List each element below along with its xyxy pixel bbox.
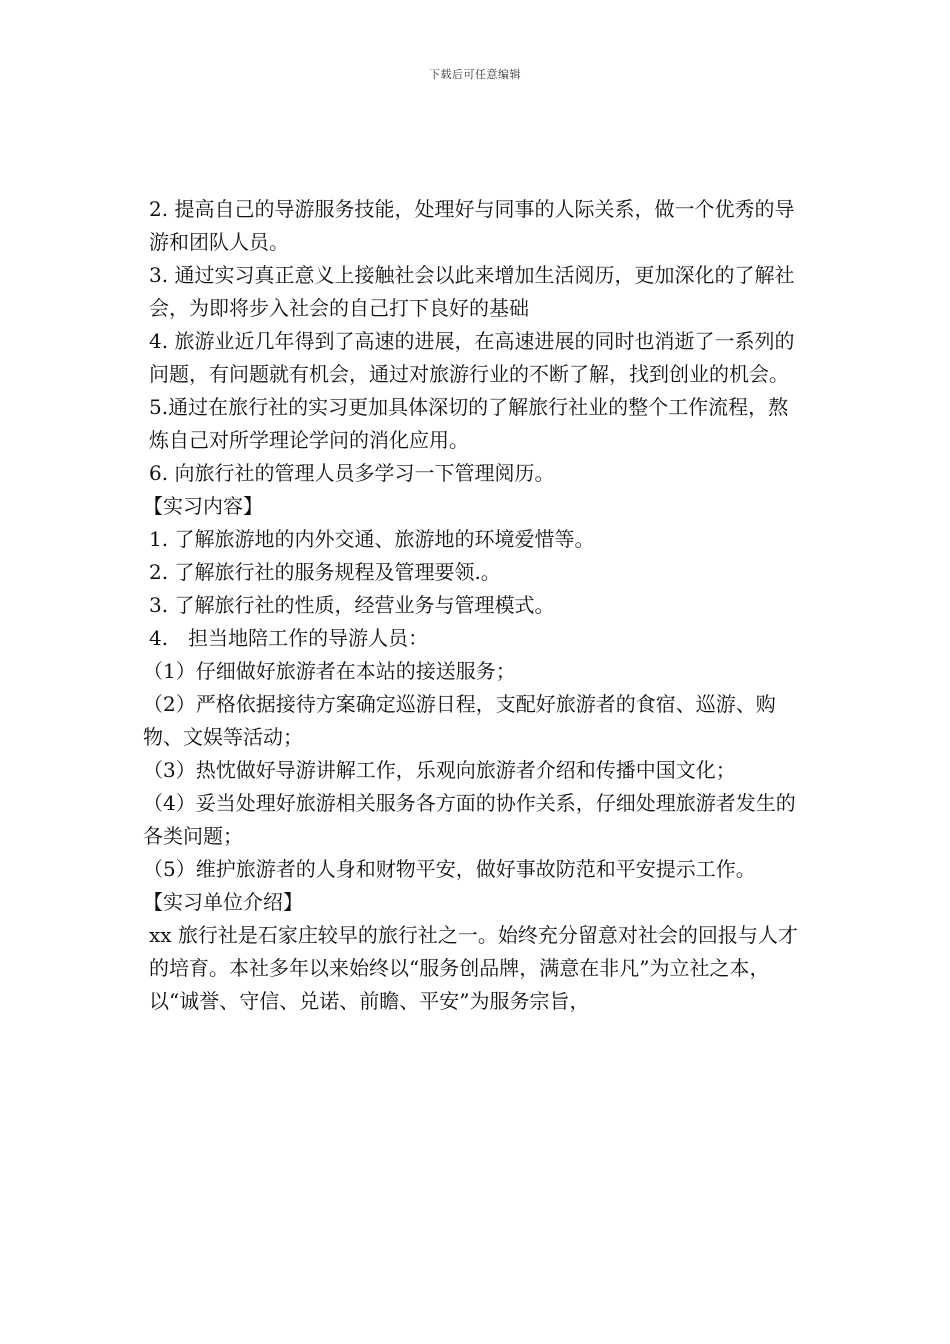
section-heading-unit: 【实习单位介绍】 bbox=[143, 890, 303, 914]
paragraph-content-1: 1. 了解旅游地的内外交通、旅游地的环境爱惜等。 bbox=[149, 527, 595, 551]
page-header: 下载后可任意编辑 bbox=[429, 68, 521, 81]
section-heading-content: 【实习内容】 bbox=[143, 494, 263, 518]
paragraph-goal-4: 4. 旅游业近几年得到了高速的进展，在高速进展的同时也消逝了一系列的问题，有问题就有机会，通过对旅游行业的不断了解，找到创业的机会。 bbox=[149, 329, 795, 386]
paragraph-duty-1: （1）仔细做好旅游者在本站的接送服务； bbox=[143, 659, 516, 683]
paragraph-goal-3: 3. 通过实习真正意义上接触社会以此来增加生活阅历，更加深化的了解社会，为即将步入社会的自己打下良好的基础 bbox=[149, 263, 795, 320]
paragraph-duty-5: （5）维护旅游者的人身和财物平安，做好事故防范和平安提示工作。 bbox=[143, 857, 756, 881]
paragraph-duty-2: （2）严格依据接待方案确定巡游日程，支配好旅游者的食宿、巡游、购物、文娱等活动； bbox=[143, 692, 776, 749]
paragraph-content-2: 2. 了解旅行社的服务规程及管理要领.。 bbox=[149, 560, 501, 584]
paragraph-goal-6: 6. 向旅行社的管理人员多学习一下管理阅历。 bbox=[149, 461, 555, 485]
paragraph-goal-2: 2. 提高自己的导游服务技能，处理好与同事的人际关系，做一个优秀的导游和团队人员。 bbox=[149, 197, 795, 254]
paragraph-content-4: 4. 担当地陪工作的导游人员： bbox=[149, 626, 429, 650]
paragraph-content-3: 3. 了解旅行社的性质，经营业务与管理模式。 bbox=[149, 593, 555, 617]
paragraph-duty-3: （3）热忱做好导游讲解工作，乐观向旅游者介绍和传播中国文化； bbox=[143, 758, 736, 782]
paragraph-duty-4: （4）妥当处理好旅游相关服务各方面的协作关系，仔细处理旅游者发生的各类问题； bbox=[143, 791, 796, 848]
paragraph-unit-intro: xx 旅行社是石家庄较早的旅行社之一。始终充分留意对社会的回报与人才的培育。本社多年以来始终以“服务创品牌，满意在非凡”为立社之本，以“诚誉、守信、兑诺、前瞻、平安”为服务宗旨， bbox=[149, 923, 798, 1013]
document-body bbox=[143, 193, 807, 1018]
paragraph-goal-5: 5.通过在旅行社的实习更加具体深切的了解旅行社业的整个工作流程，熬炼自己对所学理论学问的消化应用。 bbox=[149, 395, 789, 452]
